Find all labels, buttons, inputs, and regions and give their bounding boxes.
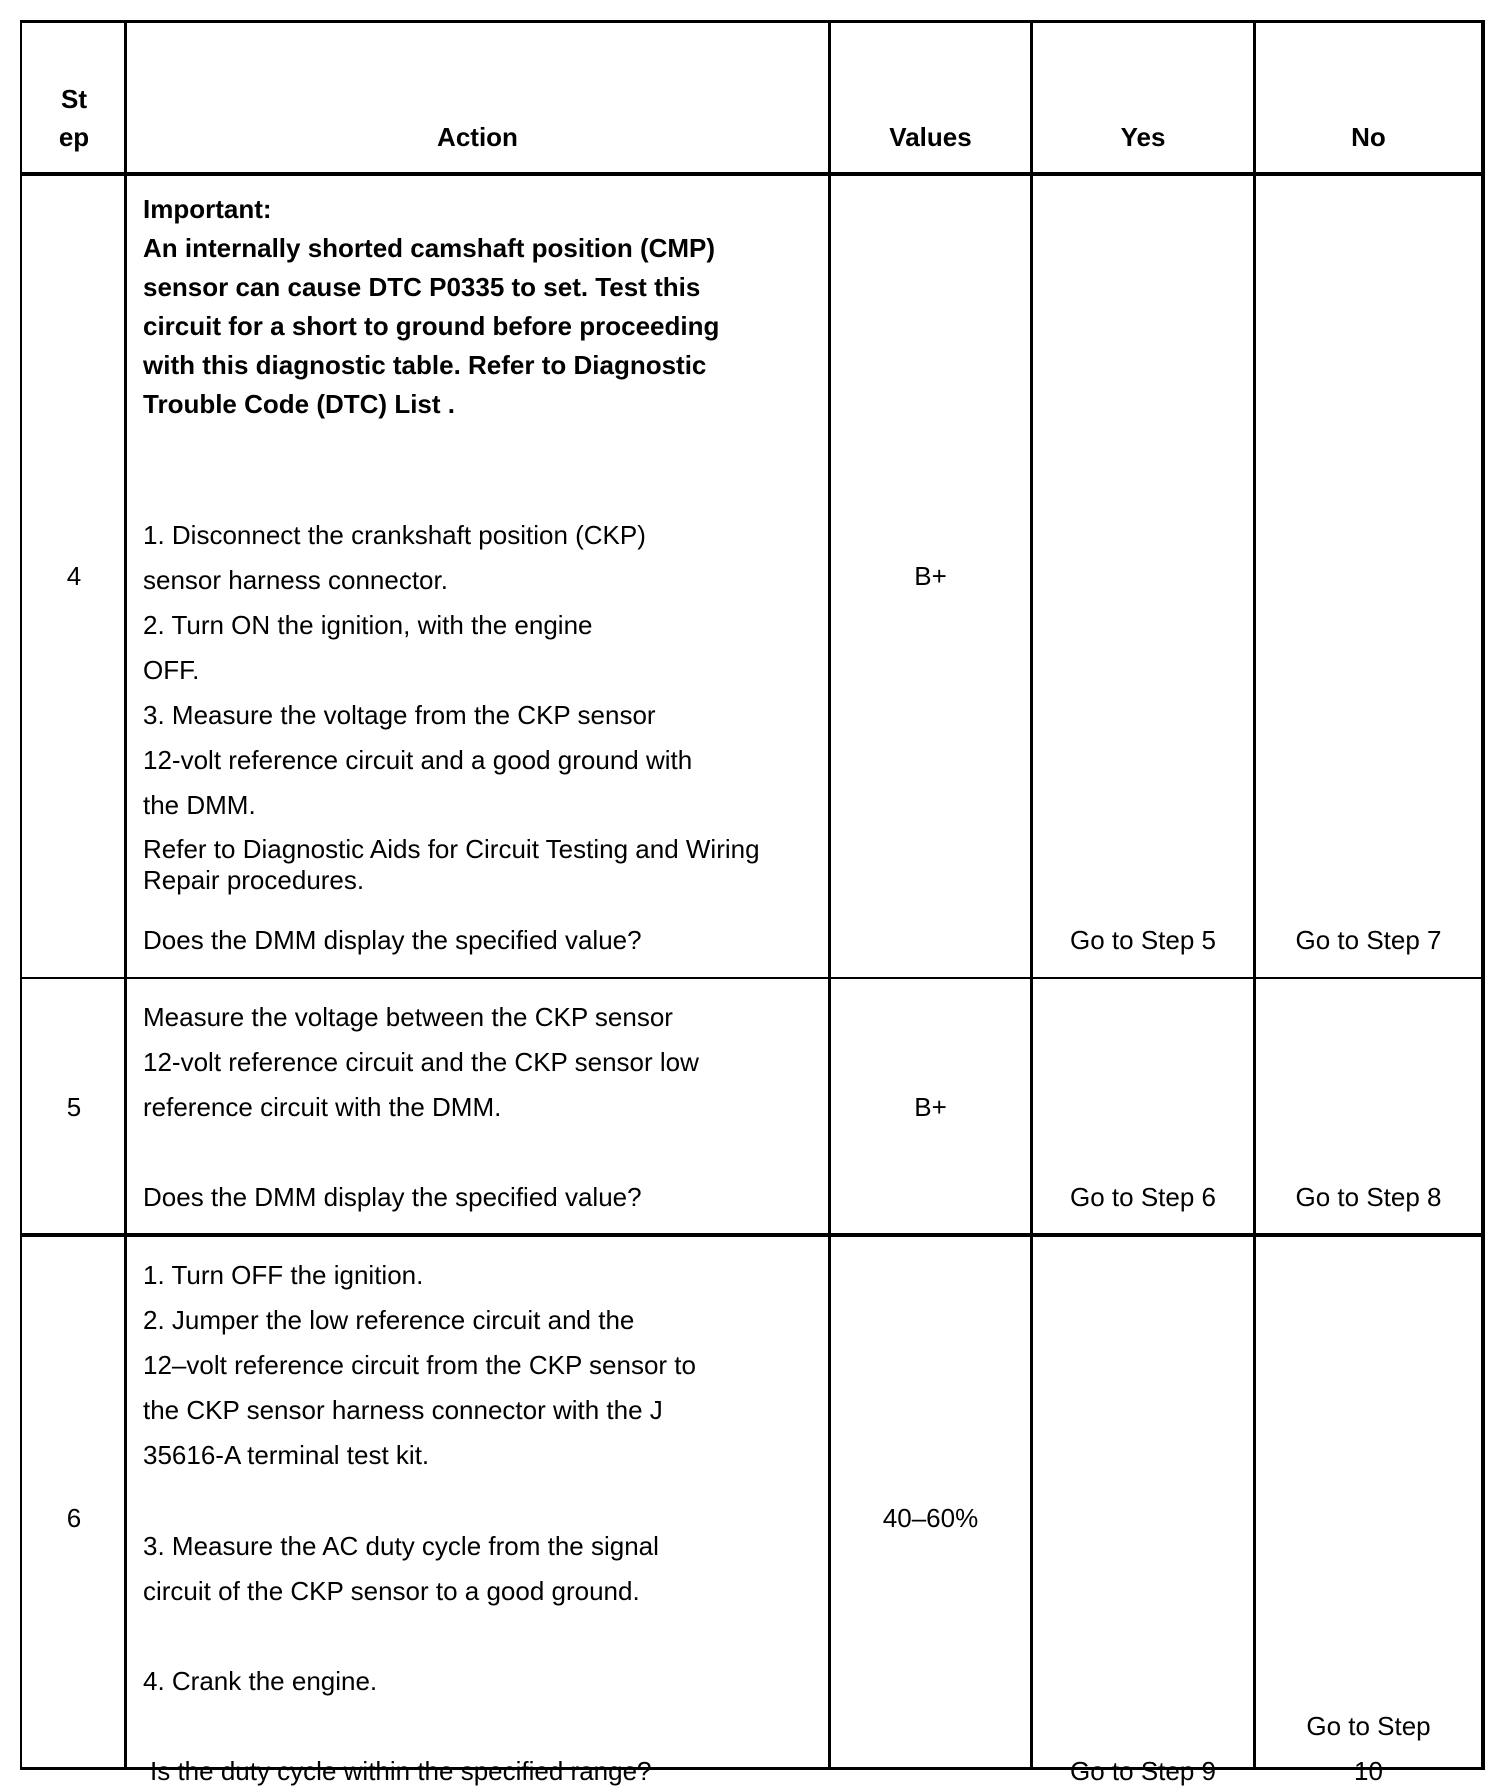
- step-6-action-line: 4. Crank the engine.: [143, 1666, 378, 1696]
- column-divider-yes: [1253, 20, 1256, 1770]
- step-5-yes-link[interactable]: Go to Step 6: [1070, 1182, 1216, 1212]
- column-divider-values: [1030, 20, 1033, 1770]
- step-5-value: B+: [914, 1092, 947, 1122]
- step-6-number: 6: [66, 1503, 82, 1533]
- header-no: No: [1351, 122, 1386, 152]
- step-4-important-label: Important:: [143, 194, 272, 224]
- header-values: Values: [889, 122, 972, 152]
- step-5-action-line: Measure the voltage between the CKP sensor: [143, 1002, 673, 1032]
- step-6-action-line: circuit of the CKP sensor to a good ground.: [143, 1576, 640, 1606]
- header-divider: [20, 172, 1485, 176]
- step-4-important-line: with this diagnostic table. Refer to Diagnostic: [143, 350, 707, 380]
- row-divider-4-5: [20, 977, 1485, 979]
- step-4-question: Does the DMM display the specified value?: [143, 925, 642, 955]
- header-action: Action: [437, 122, 518, 152]
- table-border-right: [1481, 20, 1485, 1770]
- step-5-action-line: reference circuit with the DMM.: [143, 1092, 502, 1122]
- step-4-important-line: circuit for a short to ground before proceeding: [143, 311, 720, 341]
- step-6-no-link-line-1[interactable]: Go to Step: [1306, 1711, 1431, 1741]
- step-6-action-line: 2. Jumper the low reference circuit and the: [143, 1305, 635, 1335]
- step-4-value: B+: [914, 561, 947, 591]
- step-6-yes-link[interactable]: Go to Step 9: [1070, 1756, 1216, 1786]
- step-4-action-line: 3. Measure the voltage from the CKP sensor: [143, 700, 656, 730]
- step-6-action-line: 12–volt reference circuit from the CKP sensor to: [143, 1350, 696, 1380]
- step-4-action-line: 12-volt reference circuit and a good ground with: [143, 745, 693, 775]
- step-4-action-line: the DMM.: [143, 790, 256, 820]
- step-4-important-line: An internally shorted camshaft position (CMP): [143, 233, 716, 263]
- step-4-action-line: 1. Disconnect the crankshaft position (CKP): [143, 520, 646, 550]
- step-4-action-line: sensor harness connector.: [143, 565, 448, 595]
- step-6-value: 40–60%: [882, 1503, 979, 1533]
- table-border-top: [20, 20, 1485, 23]
- step-6-action-line: the CKP sensor harness connector with the J: [143, 1395, 663, 1425]
- step-6-no-link-line-2[interactable]: 10: [1354, 1756, 1383, 1786]
- step-4-no-link[interactable]: Go to Step 7: [1295, 925, 1442, 955]
- row-divider-5-6: [20, 1233, 1485, 1237]
- step-5-no-link[interactable]: Go to Step 8: [1295, 1182, 1442, 1212]
- step-4-action-line: Refer to Diagnostic Aids for Circuit Testing and Wiring: [143, 834, 760, 864]
- step-4-yes-link[interactable]: Go to Step 5: [1070, 925, 1216, 955]
- step-5-action-line: 12-volt reference circuit and the CKP sensor low: [143, 1047, 699, 1077]
- step-4-number: 4: [66, 561, 82, 591]
- step-6-action-line: 35616-A terminal test kit.: [143, 1440, 430, 1470]
- step-6-action-line: 3. Measure the AC duty cycle from the signal: [143, 1531, 659, 1561]
- step-5-number: 5: [66, 1092, 82, 1122]
- header-step-line-2: ep: [58, 122, 90, 152]
- step-5-question: Does the DMM display the specified value?: [143, 1182, 642, 1212]
- step-4-action-line: OFF.: [143, 655, 200, 685]
- step-4-action-line: 2. Turn ON the ignition, with the engine: [143, 610, 593, 640]
- header-yes: Yes: [1120, 122, 1166, 152]
- step-6-action-line: 1. Turn OFF the ignition.: [143, 1260, 424, 1290]
- step-6-question: Is the duty cycle within the specified range?: [150, 1756, 652, 1786]
- header-step-line-1: St: [61, 84, 87, 114]
- step-4-important-line: sensor can cause DTC P0335 to set. Test this: [143, 272, 701, 302]
- step-4-action-line: Repair procedures.: [143, 865, 365, 895]
- step-4-important-line: Trouble Code (DTC) List .: [143, 389, 455, 419]
